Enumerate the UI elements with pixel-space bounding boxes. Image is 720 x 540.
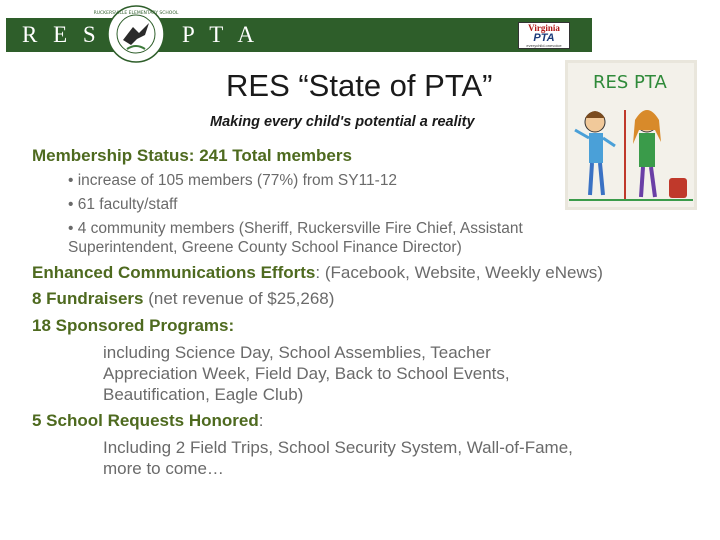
fundraisers-detail: (net revenue of $25,268)	[143, 289, 335, 308]
requests-detail-line2: more to come…	[103, 459, 224, 478]
virginia-pta-logo	[518, 22, 570, 49]
programs-detail-line1: including Science Day, School Assemblies, Teacher	[103, 343, 491, 362]
requests-detail-line1: Including 2 Field Trips, School Security System, Wall-of-Fame,	[103, 438, 573, 457]
logo-sub-text: everychild.onevoice	[526, 43, 562, 48]
membership-bullet-increase: • increase of 105 members (77%) from SY11-12	[68, 172, 398, 189]
membership-bullet-community-cont: Superintendent, Greene County School Finance Director)	[68, 239, 462, 256]
programs-detail-line2: Appreciation Week, Field Day, Back to School Events,	[103, 364, 510, 383]
membership-heading: Membership Status: 241 Total members	[32, 146, 352, 165]
logo-main-text: PTA	[533, 32, 555, 44]
communications-heading: Enhanced Communications Efforts	[32, 263, 316, 282]
programs-heading: 18 Sponsored Programs:	[32, 316, 235, 335]
membership-bullet-faculty: • 61 faculty/staff	[68, 196, 178, 213]
requests-line	[32, 411, 263, 431]
banner-right-text: P T A	[182, 22, 259, 47]
requests-heading: 5 School Requests Honored	[32, 411, 259, 430]
school-seal-icon	[93, 5, 179, 63]
page-title: RES “State of PTA”	[226, 68, 493, 103]
seal-label: RUCKERSVILLE ELEMENTARY SCHOOL	[93, 11, 179, 16]
children-drawing-image	[565, 60, 697, 210]
page-subtitle: Making every child's potential a reality	[210, 114, 475, 130]
membership-bullet-community: • 4 community members (Sheriff, Ruckersville Fire Chief, Assistant	[68, 220, 523, 237]
fundraisers-heading: 8 Fundraisers	[32, 289, 144, 308]
banner-left-text: R E S	[22, 22, 101, 47]
fundraisers-line	[32, 289, 334, 309]
logo-top-text: Virginia	[528, 23, 560, 33]
programs-detail-line3: Beautification, Eagle Club)	[103, 385, 304, 404]
communications-line	[32, 263, 603, 283]
header-banner	[6, 18, 592, 52]
communications-detail: : (Facebook, Website, Weekly eNews)	[315, 263, 603, 282]
requests-colon: :	[258, 411, 264, 430]
drawing-caption: RES PTA	[593, 72, 667, 93]
